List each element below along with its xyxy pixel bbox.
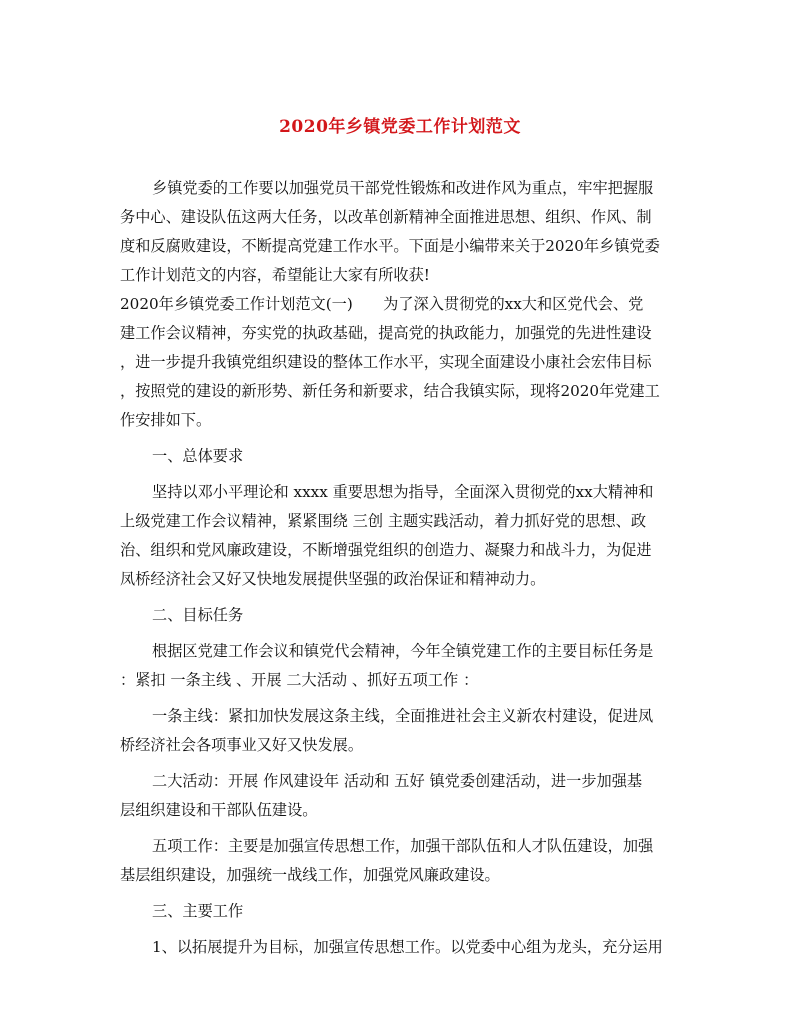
text-line: 2020年乡镇党委工作计划范文(一) 为了深入贯彻党的xx大和区党代会、党 bbox=[120, 295, 644, 313]
text-line: 工作计划范文的内容，希望能让大家有所收获! bbox=[120, 266, 430, 284]
document-body bbox=[120, 174, 682, 962]
text-line: 五项工作：主要是加强宣传思想工作，加强干部队伍和人才队伍建设，加强 bbox=[152, 837, 654, 855]
text-line: ，进一步提升我镇党组织建设的整体工作水平，实现全面建设小康社会宏伟目标 bbox=[120, 353, 652, 371]
document-title: 2020年乡镇党委工作计划范文 bbox=[279, 117, 521, 137]
text-line: 凤桥经济社会又好又快地发展提供坚强的政治保证和精神动力。 bbox=[120, 570, 546, 588]
text-line: 务中心、建设队伍这两大任务，以改革创新精神全面推进思想、组织、作风、制 bbox=[120, 208, 652, 226]
text-line: 根据区党建工作会议和镇党代会精神，今年全镇党建工作的主要目标任务是 bbox=[152, 642, 654, 660]
text-line: 一条主线：紧扣加快发展这条主线，全面推进社会主义新农村建设，促进凤 bbox=[152, 707, 654, 725]
text-line: 桥经济社会各项事业又好又快发展。 bbox=[120, 736, 363, 754]
text-line: ，按照党的建设的新形势、新任务和新要求，结合我镇实际，现将2020年党建工 bbox=[120, 382, 660, 400]
text-line: 度和反腐败建设，不断提高党建工作水平。下面是小编带来关于2020年乡镇党委 bbox=[120, 237, 660, 255]
text-line: 建工作会议精神，夯实党的执政基础，提高党的执政能力，加强党的先进性建设 bbox=[120, 324, 652, 342]
text-line: 作安排如下。 bbox=[120, 411, 212, 429]
text-line: 治、组织和党风廉政建设，不断增强党组织的创造力、凝聚力和战斗力，为促进 bbox=[120, 541, 652, 559]
text-line: 1、以拓展提升为目标，加强宣传思想工作。以党委中心组为龙头，充分运用 bbox=[152, 938, 663, 956]
text-line: 基层组织建设，加强统一战线工作，加强党风廉政建设。 bbox=[120, 866, 500, 884]
section-heading: 三、主要工作 bbox=[152, 902, 244, 920]
section-heading: 二、目标任务 bbox=[152, 606, 244, 624]
text-line: 上级党建工作会议精神，紧紧围绕 三创 主题实践活动，着力抓好党的思想、政 bbox=[120, 512, 647, 530]
section-heading: 一、总体要求 bbox=[152, 447, 244, 465]
text-line: 乡镇党委的工作要以加强党员干部党性锻炼和改进作风为重点，牢牢把握服 bbox=[152, 179, 654, 197]
text-line: 层组织建设和干部队伍建设。 bbox=[120, 801, 318, 819]
text-line: 坚持以邓小平理论和 xxxx 重要思想为指导，全面深入贯彻党的xx大精神和 bbox=[152, 483, 654, 501]
text-line: ：紧扣 一条主线 、开展 二大活动 、抓好五项工作 ： bbox=[120, 671, 479, 689]
text-line: 二大活动：开展 作风建设年 活动和 五好 镇党委创建活动，进一步加强基 bbox=[152, 772, 643, 790]
